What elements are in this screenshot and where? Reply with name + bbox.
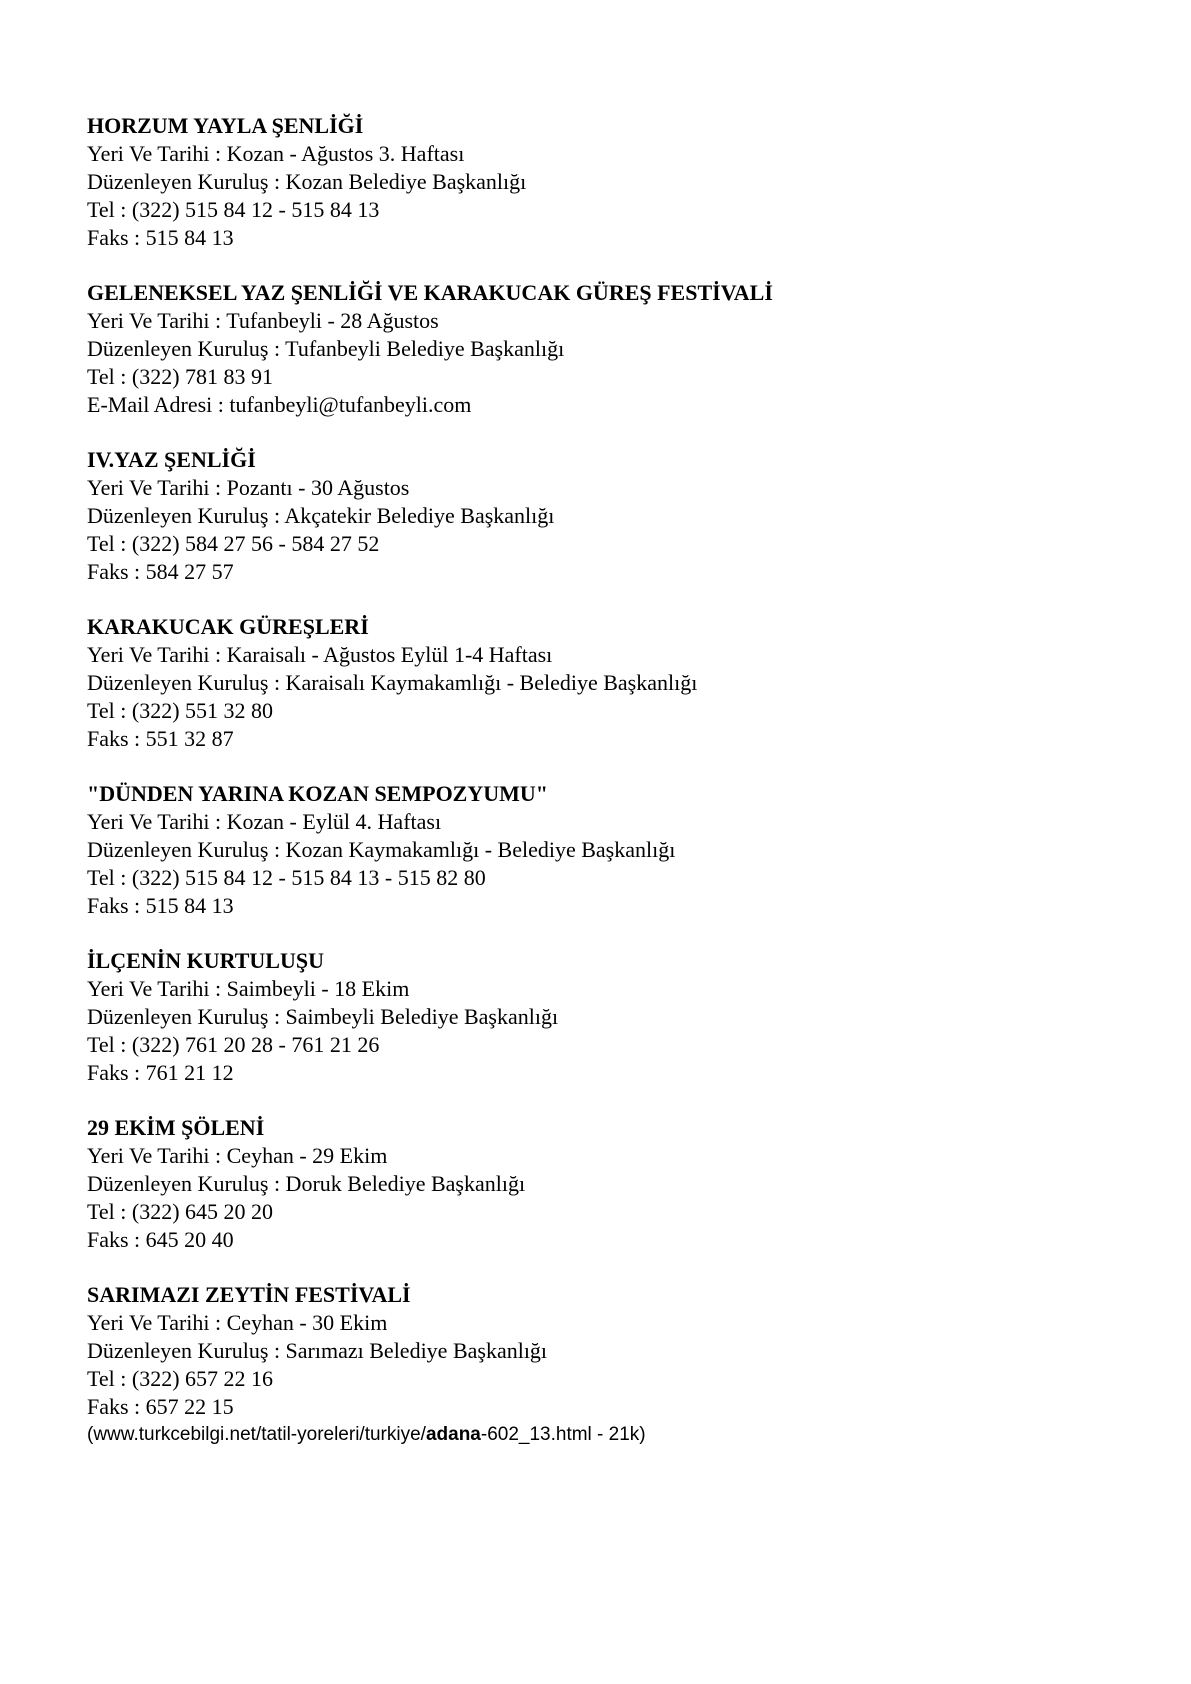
- event-detail-line: Tel : (322) 761 20 28 - 761 21 26: [87, 1032, 380, 1057]
- event-block: [87, 947, 1127, 1087]
- event-block: [87, 780, 1127, 920]
- event-detail-line: Faks : 761 21 12: [87, 1060, 234, 1085]
- event-detail-line: Düzenleyen Kuruluş : Karaisalı Kaymakamlığı - Belediye Başkanlığı: [87, 670, 698, 695]
- event-detail-line: Tel : (322) 645 20 20: [87, 1199, 274, 1224]
- event-detail-line: Düzenleyen Kuruluş : Kozan Belediye Başkanlığı: [87, 169, 527, 194]
- event-detail-line: Tel : (322) 657 22 16: [87, 1366, 274, 1391]
- event-detail-line: Düzenleyen Kuruluş : Doruk Belediye Başkanlığı: [87, 1171, 526, 1196]
- event-title: HORZUM YAYLA ŞENLİĞİ: [87, 113, 364, 138]
- event-detail-line: Yeri Ve Tarihi : Ceyhan - 30 Ekim: [87, 1310, 388, 1335]
- event-detail-line: Tel : (322) 584 27 56 - 584 27 52: [87, 531, 380, 556]
- event-title: SARIMAZI ZEYTİN FESTİVALİ: [87, 1282, 411, 1307]
- event-detail-line: Yeri Ve Tarihi : Kozan - Eylül 4. Haftası: [87, 809, 442, 834]
- event-detail-line: Yeri Ve Tarihi : Ceyhan - 29 Ekim: [87, 1143, 388, 1168]
- event-detail-line: E-Mail Adresi : tufanbeyli@tufanbeyli.com: [87, 392, 472, 417]
- event-detail-line: Düzenleyen Kuruluş : Saimbeyli Belediye Başkanlığı: [87, 1004, 559, 1029]
- event-block: [87, 112, 1127, 252]
- event-detail-line: Düzenleyen Kuruluş : Sarımazı Belediye Başkanlığı: [87, 1338, 548, 1363]
- event-detail-line: Faks : 551 32 87: [87, 726, 234, 751]
- event-detail-line: Tel : (322) 515 84 12 - 515 84 13 - 515 82 80: [87, 865, 486, 890]
- event-detail-line: Yeri Ve Tarihi : Pozantı - 30 Ağustos: [87, 475, 410, 500]
- event-detail-line: Düzenleyen Kuruluş : Tufanbeyli Belediye Başkanlığı: [87, 336, 565, 361]
- source-reference: [87, 1423, 1127, 1447]
- source-prefix: (www.turkcebilgi.net/tatil-yoreleri/turkiye/: [87, 1424, 426, 1445]
- event-detail-line: Düzenleyen Kuruluş : Kozan Kaymakamlığı - Belediye Başkanlığı: [87, 837, 676, 862]
- event-title: İLÇENİN KURTULUŞU: [87, 948, 324, 973]
- event-detail-line: Tel : (322) 551 32 80: [87, 698, 274, 723]
- event-title: IV.YAZ ŞENLİĞİ: [87, 447, 256, 472]
- event-detail-line: Yeri Ve Tarihi : Tufanbeyli - 28 Ağustos: [87, 308, 439, 333]
- event-detail-line: Faks : 645 20 40: [87, 1227, 234, 1252]
- event-detail-line: Faks : 657 22 15: [87, 1394, 234, 1419]
- event-title: GELENEKSEL YAZ ŞENLİĞİ VE KARAKUCAK GÜREŞ FESTİVALİ: [87, 280, 773, 305]
- event-detail-line: Tel : (322) 515 84 12 - 515 84 13: [87, 197, 380, 222]
- event-list: [87, 112, 1127, 1421]
- event-block: [87, 279, 1127, 419]
- event-title: "DÜNDEN YARINA KOZAN SEMPOZYUMU": [87, 781, 548, 806]
- event-detail-line: Yeri Ve Tarihi : Kozan - Ağustos 3. Haftası: [87, 141, 465, 166]
- event-title: KARAKUCAK GÜREŞLERİ: [87, 614, 369, 639]
- event-detail-line: Yeri Ve Tarihi : Saimbeyli - 18 Ekim: [87, 976, 410, 1001]
- event-detail-line: Faks : 515 84 13: [87, 225, 234, 250]
- event-detail-line: Tel : (322) 781 83 91: [87, 364, 274, 389]
- event-detail-line: Düzenleyen Kuruluş : Akçatekir Belediye Başkanlığı: [87, 503, 555, 528]
- event-title: 29 EKİM ŞÖLENİ: [87, 1115, 265, 1140]
- event-detail-line: Faks : 515 84 13: [87, 893, 234, 918]
- event-detail-line: Yeri Ve Tarihi : Karaisalı - Ağustos Eylül 1-4 Haftası: [87, 642, 553, 667]
- event-block: [87, 1281, 1127, 1421]
- source-suffix: -602_13.html - 21k): [480, 1424, 646, 1445]
- document-page: [87, 112, 1127, 1447]
- event-detail-line: Faks : 584 27 57: [87, 559, 234, 584]
- event-block: [87, 1114, 1127, 1254]
- source-keyword: adana: [425, 1424, 481, 1445]
- event-block: [87, 613, 1127, 753]
- event-block: [87, 446, 1127, 586]
